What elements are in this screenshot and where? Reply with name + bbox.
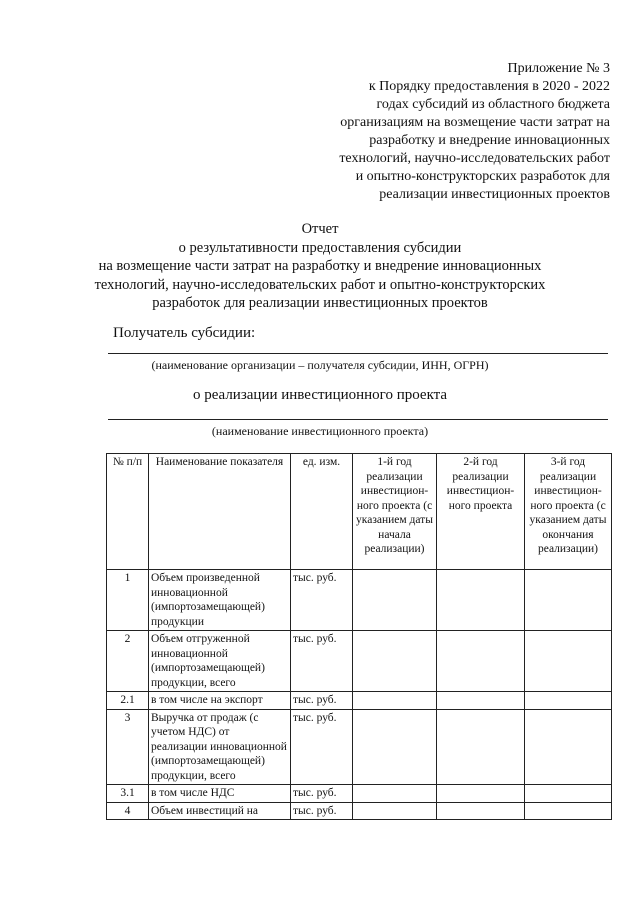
table-row bbox=[107, 785, 612, 803]
row-number: 3 bbox=[107, 709, 149, 785]
row-number: 3.1 bbox=[107, 785, 149, 803]
row-unit: тыс. руб. bbox=[291, 570, 353, 631]
report-title-line: технологий, научно-исследовательских работ и опытно-конструкторских bbox=[94, 276, 546, 293]
table-row bbox=[107, 631, 612, 692]
row-year-1-cell[interactable] bbox=[353, 709, 437, 785]
report-title-line: Отчет bbox=[301, 221, 339, 237]
appendix-line: Приложение № 3 bbox=[507, 61, 610, 76]
row-year-3-cell[interactable] bbox=[525, 631, 612, 692]
recipient-caption: (наименование организации – получателя субсидии, ИНН, ОГРН) bbox=[151, 358, 489, 372]
row-indicator-name: Объем инвестиций на bbox=[149, 802, 291, 820]
table-row bbox=[107, 709, 612, 785]
row-number: 2 bbox=[107, 631, 149, 692]
header-year-1: 1-й год реализации инвестицион-ного проекта (с указанием даты начала реализации) bbox=[353, 454, 437, 570]
report-title-line: разработок для реализации инвестиционных проектов bbox=[152, 295, 488, 311]
project-fill-line bbox=[108, 419, 608, 420]
row-indicator-name: Объем произведенной инновационной (импортозамещающей) продукции bbox=[149, 570, 291, 631]
recipient-label: Получатель субсидии: bbox=[113, 325, 256, 341]
row-number: 2.1 bbox=[107, 692, 149, 710]
row-year-2-cell[interactable] bbox=[437, 802, 525, 820]
row-year-1-cell[interactable] bbox=[353, 570, 437, 631]
row-year-2-cell[interactable] bbox=[437, 709, 525, 785]
row-indicator-name: в том числе на экспорт bbox=[149, 692, 291, 710]
row-year-2-cell[interactable] bbox=[437, 785, 525, 803]
row-indicator-name: в том числе НДС bbox=[149, 785, 291, 803]
row-year-3-cell[interactable] bbox=[525, 709, 612, 785]
appendix-line: к Порядку предоставления в 2020 - 2022 bbox=[368, 79, 610, 94]
row-year-3-cell[interactable] bbox=[525, 570, 612, 631]
table-row bbox=[107, 802, 612, 820]
row-year-3-cell[interactable] bbox=[525, 785, 612, 803]
report-title-line: о результативности предоставления субсидии bbox=[178, 239, 462, 256]
project-caption: (наименование инвестиционного проекта) bbox=[211, 424, 429, 438]
row-unit: тыс. руб. bbox=[291, 785, 353, 803]
report-title bbox=[0, 220, 640, 313]
row-year-1-cell[interactable] bbox=[353, 785, 437, 803]
appendix-line: годах субсидий из областного бюджета bbox=[376, 97, 610, 112]
project-label: о реализации инвестиционного проекта bbox=[192, 387, 448, 403]
row-number: 1 bbox=[107, 570, 149, 631]
header-unit: ед. изм. bbox=[291, 454, 353, 570]
appendix-line: и опытно-конструкторских разработок для bbox=[355, 169, 610, 184]
row-year-3-cell[interactable] bbox=[525, 802, 612, 820]
report-title-line: на возмещение части затрат на разработку и внедрение инновационных bbox=[98, 258, 542, 274]
table-header-row bbox=[107, 454, 612, 570]
row-indicator-name: Выручка от продаж (с учетом НДС) от реализации инновационной (импортозамещающей) продукции, всего bbox=[149, 709, 291, 785]
appendix-line: разработку и внедрение инновационных bbox=[369, 133, 610, 148]
table-row bbox=[107, 570, 612, 631]
row-unit: тыс. руб. bbox=[291, 692, 353, 710]
appendix-line: реализации инвестиционных проектов bbox=[379, 187, 610, 202]
row-year-1-cell[interactable] bbox=[353, 631, 437, 692]
row-year-1-cell[interactable] bbox=[353, 802, 437, 820]
row-year-2-cell[interactable] bbox=[437, 692, 525, 710]
header-number: № п/п bbox=[107, 454, 149, 570]
header-indicator-name: Наименование показателя bbox=[149, 454, 291, 570]
row-year-2-cell[interactable] bbox=[437, 631, 525, 692]
row-number: 4 bbox=[107, 802, 149, 820]
recipient-fill-line bbox=[108, 353, 608, 354]
row-year-1-cell[interactable] bbox=[353, 692, 437, 710]
row-indicator-name: Объем отгруженной инновационной (импортозамещающей) продукции, всего bbox=[149, 631, 291, 692]
table-row bbox=[107, 692, 612, 710]
row-year-3-cell[interactable] bbox=[525, 692, 612, 710]
header-year-2: 2-й год реализации инвестицион-ного проекта bbox=[437, 454, 525, 570]
appendix-line: организациям на возмещение части затрат на bbox=[340, 115, 610, 130]
appendix-header bbox=[280, 60, 610, 204]
row-unit: тыс. руб. bbox=[291, 709, 353, 785]
appendix-line: технологий, научно-исследовательских работ bbox=[339, 151, 610, 166]
indicators-table bbox=[106, 453, 612, 820]
header-year-3: 3-й год реализации инвестицион-ного проекта (с указанием даты окончания реализации) bbox=[525, 454, 612, 570]
row-unit: тыс. руб. bbox=[291, 802, 353, 820]
row-unit: тыс. руб. bbox=[291, 631, 353, 692]
row-year-2-cell[interactable] bbox=[437, 570, 525, 631]
